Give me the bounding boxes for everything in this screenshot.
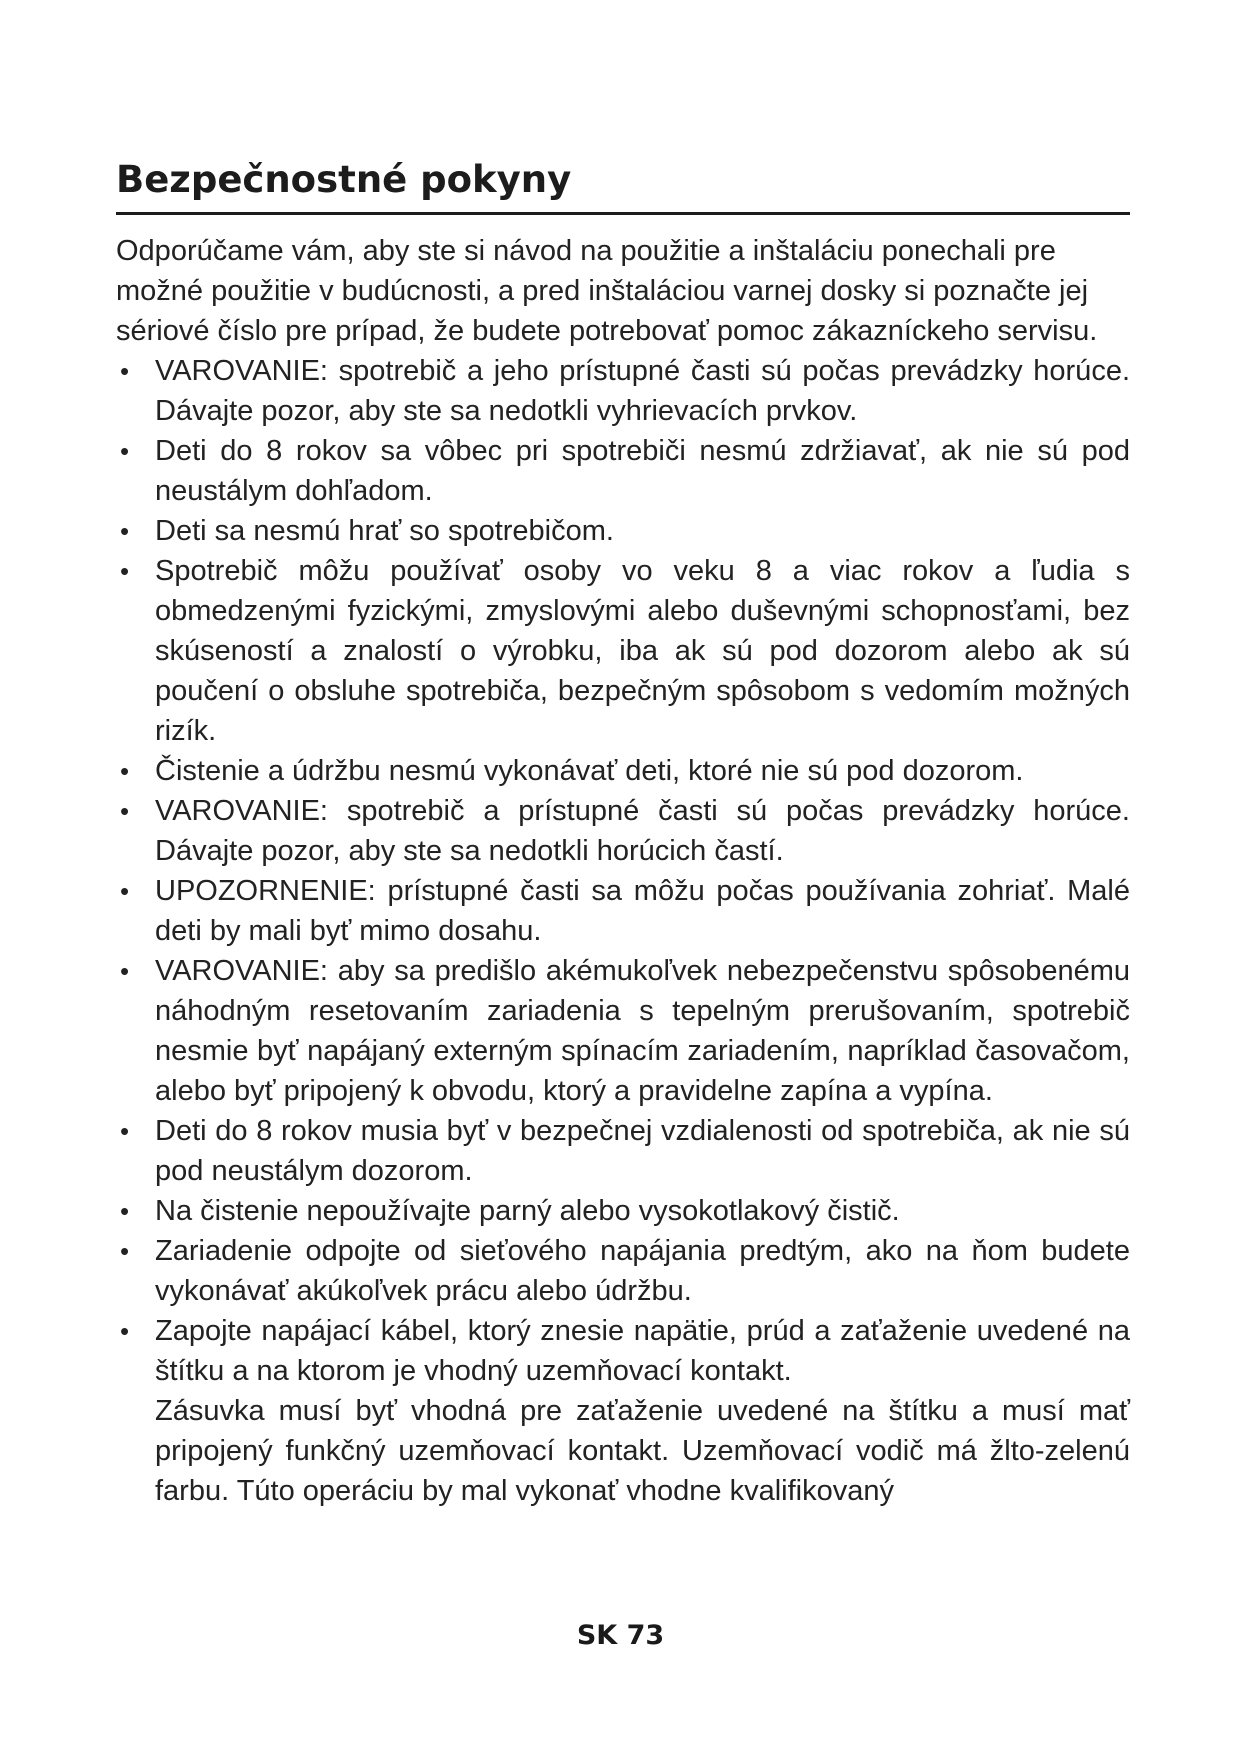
list-item-text: Deti do 8 rokov musia byť v bezpečnej vzdialenosti od spotrebiča, ak nie sú pod neustálym dozorom. xyxy=(155,1115,1130,1187)
bullet-icon: • xyxy=(120,436,130,466)
bullet-icon: • xyxy=(120,1316,130,1346)
page-title: Bezpečnostné pokyny xyxy=(116,160,1130,215)
bullet-icon: • xyxy=(120,516,130,546)
list-item-text: Deti sa nesmú hrať so spotrebičom. xyxy=(155,515,614,547)
list-item xyxy=(116,871,1130,951)
bullet-icon: • xyxy=(120,956,130,986)
bullet-icon: • xyxy=(120,756,130,786)
list-item-text: VAROVANIE: spotrebič a prístupné časti sú počas prevádzky horúce. Dávajte pozor, aby ste sa nedotkli horúcich častí. xyxy=(155,795,1130,867)
list-item-text: VAROVANIE: spotrebič a jeho prístupné časti sú počas prevádzky horúce. Dávajte pozor, aby ste sa nedotkli vyhrievacích prvkov. xyxy=(155,355,1130,427)
list-item-text: Na čistenie nepoužívajte parný alebo vysokotlakový čistič. xyxy=(155,1195,900,1227)
list-item xyxy=(116,351,1130,431)
intro-paragraph: Odporúčame vám, aby ste si návod na použitie a inštaláciu ponechali pre možné použitie v budúcnosti, a pred inštaláciou varnej dosky si poznačte jej sériové číslo pre prípad, že budete potrebovať pomoc zákazníckeho servisu. xyxy=(116,235,1098,347)
bullet-icon: • xyxy=(120,1116,130,1146)
list-item-text: Zapojte napájací kábel, ktorý znesie napätie, prúd a zaťaženie uvedené na štítku a na ktorom je vhodný uzemňovací kontakt. xyxy=(155,1315,1130,1387)
bullet-icon: • xyxy=(120,1196,130,1226)
list-item xyxy=(116,551,1130,751)
list-item xyxy=(116,751,1130,791)
bullet-icon: • xyxy=(120,356,130,386)
document-page xyxy=(116,160,1130,1511)
bullet-icon: • xyxy=(120,556,130,586)
list-item-text: VAROVANIE: aby sa predišlo akémukoľvek nebezpečenstvu spôsobenému náhodným resetovaním zariadenia s tepelným prerušovaním, spotrebič nesmie byť napájaný externým spínacím zariadením, napríklad časovačom, alebo byť pripojený k obvodu, ktorý a pravidelne zapína a vypína. xyxy=(155,955,1130,1107)
list-item xyxy=(116,1311,1130,1391)
bullet-icon: • xyxy=(120,876,130,906)
list-item xyxy=(116,1231,1130,1311)
list-item-text: Čistenie a údržbu nesmú vykonávať deti, ktoré nie sú pod dozorom. xyxy=(155,755,1024,787)
list-item-text: UPOZORNENIE: prístupné časti sa môžu počas používania zohriať. Malé deti by mali byť mimo dosahu. xyxy=(155,875,1130,947)
bullet-icon: • xyxy=(120,796,130,826)
list-item-text: Zariadenie odpojte od sieťového napájania predtým, ako na ňom budete vykonávať akúkoľvek prácu alebo údržbu. xyxy=(155,1235,1130,1307)
list-item xyxy=(116,791,1130,871)
list-item xyxy=(116,951,1130,1111)
list-item xyxy=(116,1111,1130,1191)
safety-bullet-list xyxy=(116,351,1130,1391)
list-item xyxy=(116,511,1130,551)
list-item-text: Deti do 8 rokov sa vôbec pri spotrebiči nesmú zdržiavať, ak nie sú pod neustálym dohľadom. xyxy=(155,435,1130,507)
page-number: SK 73 xyxy=(576,1620,665,1651)
list-item xyxy=(116,431,1130,511)
list-item-text: Spotrebič môžu používať osoby vo veku 8 a viac rokov a ľudia s obmedzenými fyzickými, zmyslovými alebo duševnými schopnosťami, bez skúseností a znalostí o výrobku, iba ak sú pod dozorom alebo ak sú poučení o obsluhe spotrebiča, bezpečným spôsobom s vedomím možných rizík. xyxy=(155,555,1130,747)
continuation-paragraph: Zásuvka musí byť vhodná pre zaťaženie uvedené na štítku a musí mať pripojený funkčný uzemňovací kontakt. Uzemňovací vodič má žlto-zelenú farbu. Túto operáciu by mal vykonať vhodne kvalifikovaný xyxy=(155,1395,1130,1507)
list-item xyxy=(116,1191,1130,1231)
bullet-icon: • xyxy=(120,1236,130,1266)
